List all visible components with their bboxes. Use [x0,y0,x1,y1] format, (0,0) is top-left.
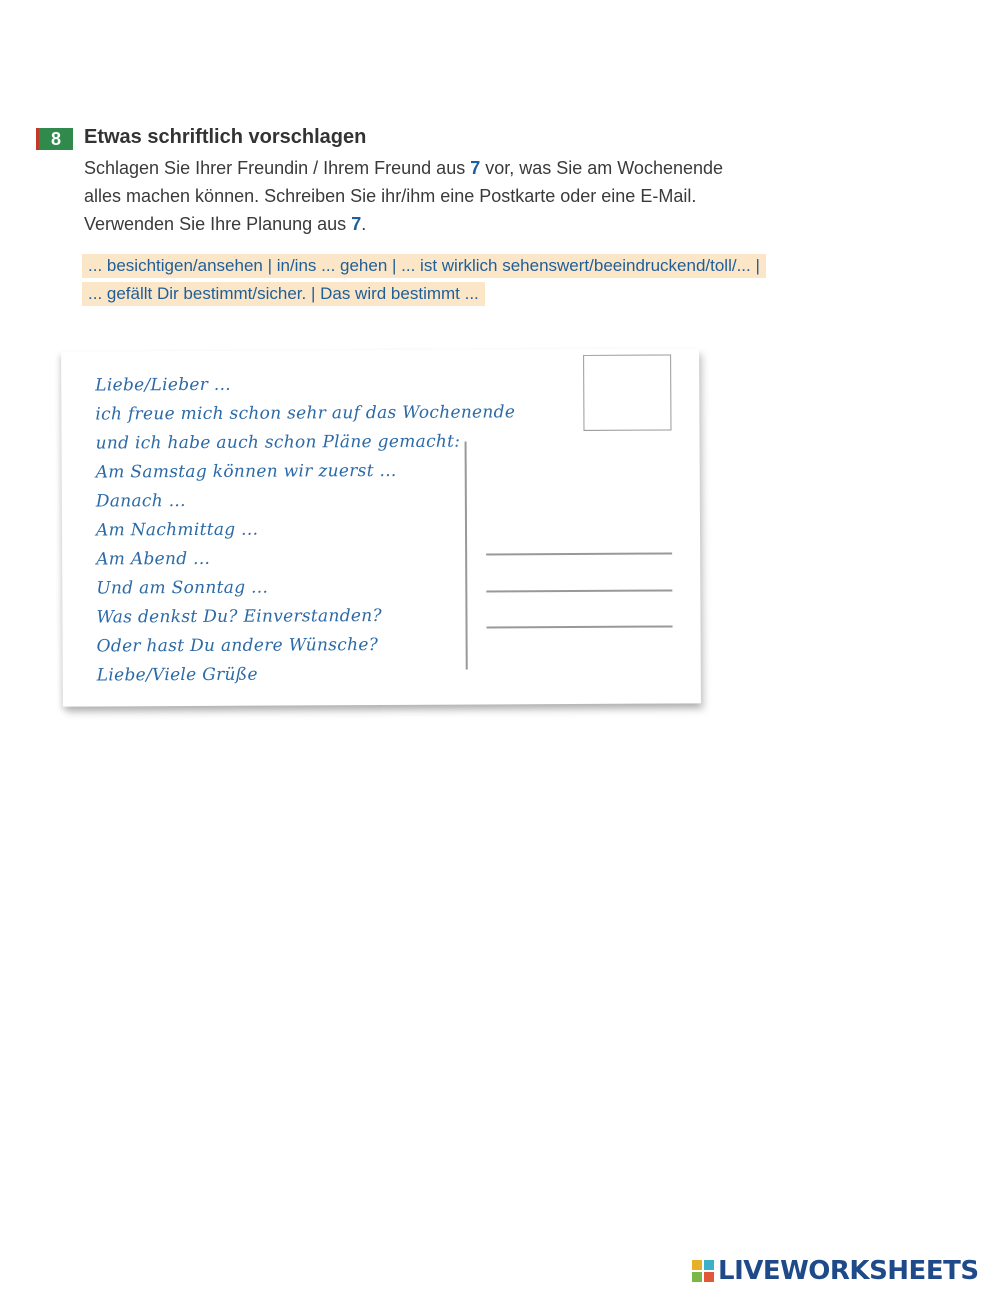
postcard-line: ich freue mich schon sehr auf das Wochenende [95,402,516,425]
stamp-box [583,354,671,430]
logo-text: LIVEWORKSHEETS [718,1256,979,1286]
logo-square [704,1272,714,1282]
postcard-line: Am Abend ... [96,548,211,570]
logo-square [692,1260,702,1270]
postcard-line: Und am Sonntag ... [96,577,269,599]
instruction-line-2: alles machen können. Schreiben Sie ihr/ihm eine Postkarte oder eine E-Mail. [84,186,697,206]
exercise-number-badge: 8 [36,128,73,150]
address-line [486,589,672,591]
postcard-line: und ich habe auch schon Pläne gemacht: [95,431,461,454]
instruction-text: vor, was Sie am Wochenende [480,158,724,178]
exercise-instructions [84,154,904,238]
address-line [487,625,673,627]
logo-square [704,1260,714,1270]
postcard-line: Danach ... [95,491,186,512]
postcard-line: Was denkst Du? Einverstanden? [96,605,382,628]
instruction-line-3 [84,210,904,238]
postcard-handwritten-text [95,369,516,690]
postcard-line: Am Samstag können wir zuerst ... [95,460,397,483]
address-line [486,552,672,554]
instruction-text: Verwenden Sie Ihre Planung aus [84,214,352,234]
exercise-title: Etwas schriftlich vorschlagen [84,126,367,148]
exercise-reference: 7 [351,214,362,234]
postcard-line: Liebe/Lieber ... [95,374,232,396]
postcard [61,348,701,706]
phrase-bank-line-2: ... gefällt Dir bestimmt/sicher. | Das wird bestimmt ... [82,282,485,306]
liveworksheets-logo [692,1256,979,1286]
postcard-line: Liebe/Viele Grüße [96,664,258,686]
logo-icon [692,1260,714,1282]
logo-square [692,1272,702,1282]
postcard-line: Oder hast Du andere Wünsche? [96,635,379,657]
exercise-reference: 7 [470,158,481,178]
phrase-bank-line-1: ... besichtigen/ansehen | in/ins ... gehen | ... ist wirklich sehenswert/beeindruckend/toll/... | [82,254,766,278]
instruction-text: . [361,214,367,234]
instruction-text: Schlagen Sie Ihrer Freundin / Ihrem Freund aus [84,158,471,178]
postcard-line: Am Nachmittag ... [95,519,259,541]
instruction-line-1 [84,154,904,182]
